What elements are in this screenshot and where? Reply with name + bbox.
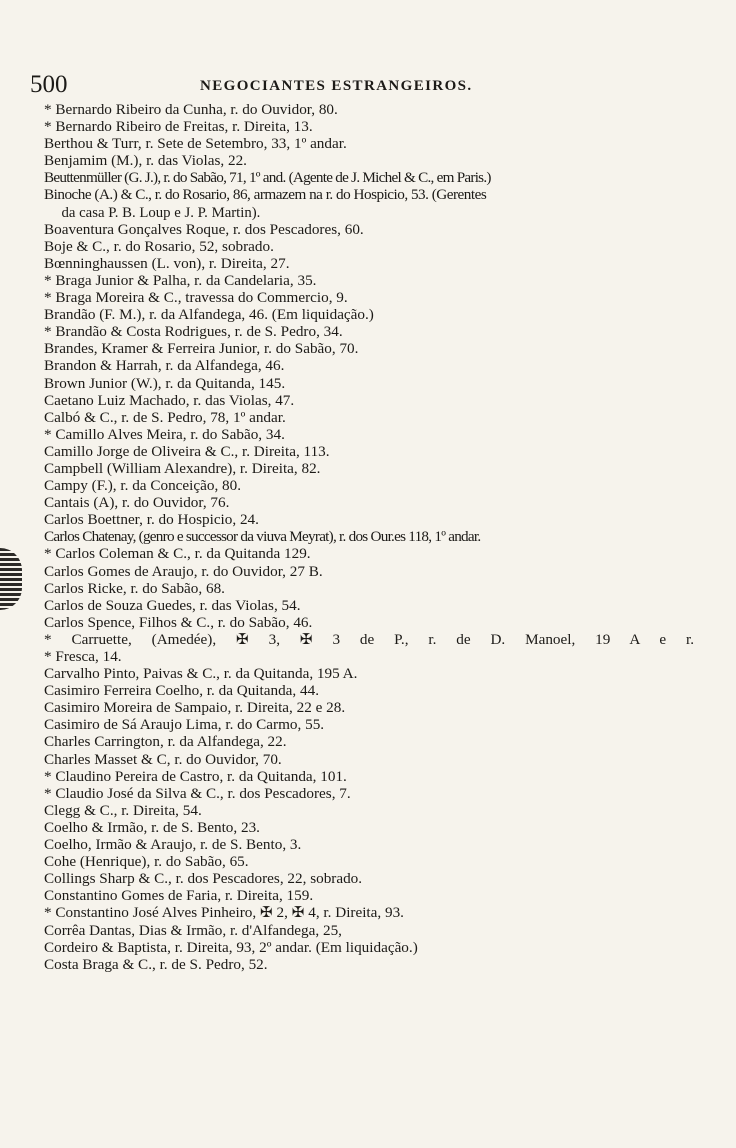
directory-entry: Constantino Gomes de Faria, r. Direita, 159.	[44, 887, 314, 905]
directory-entry: Campbell (William Alexandre), r. Direita, 82.	[44, 459, 321, 477]
directory-entry: Carlos Spence, Filhos & C., r. do Sabão, 46.	[44, 613, 313, 631]
directory-entry: Brandon & Harrah, r. da Alfandega, 46.	[44, 357, 285, 375]
directory-entry: Boaventura Gonçalves Roque, r. dos Pescadores, 60.	[44, 220, 364, 238]
directory-entry: Brandão (F. M.), r. da Alfandega, 46. (Em liquidação.)	[44, 306, 374, 324]
page-number: 500	[30, 71, 68, 98]
directory-entry: Charles Carrington, r. da Alfandega, 22.	[44, 733, 287, 751]
directory-entry: Carlos Gomes de Araujo, r. do Ouvidor, 27 B.	[44, 562, 323, 580]
directory-entry: Casimiro Ferreira Coelho, r. da Quitanda, 44.	[44, 682, 319, 700]
directory-entry: Carlos Ricke, r. do Sabão, 68.	[44, 579, 225, 597]
directory-entry: * Bernardo Ribeiro da Cunha, r. do Ouvidor, 80.	[44, 101, 338, 118]
directory-entry: Boje & C., r. do Rosario, 52, sobrado.	[44, 237, 274, 255]
directory-entry: da casa P. B. Loup e J. P. Martin).	[61, 203, 261, 221]
binding-thread-mark	[0, 548, 22, 610]
directory-entry: Collings Sharp & C., r. dos Pescadores, 22, sobrado.	[44, 870, 363, 888]
directory-entry: * Claudio José da Silva & C., r. dos Pescadores, 7.	[44, 784, 351, 802]
directory-entry: Clegg & C., r. Direita, 54.	[44, 801, 202, 819]
directory-entry: * Braga Moreira & C., travessa do Commercio, 9.	[44, 289, 348, 307]
directory-entry: * Braga Junior & Palha, r. da Candelaria, 35.	[44, 271, 317, 289]
directory-entry: * Camillo Alves Meira, r. do Sabão, 34.	[44, 425, 285, 443]
directory-entry: Corrêa Dantas, Dias & Irmão, r. d'Alfandega, 25,	[44, 921, 342, 939]
directory-entry: Camillo Jorge de Oliveira & C., r. Direita, 113.	[44, 442, 330, 460]
directory-entry: * Bernardo Ribeiro de Freitas, r. Direita, 13.	[44, 118, 313, 136]
directory-entry: Binoche (A.) & C., r. do Rosario, 86, armazem na r. do Hospicio, 53. (Gerentes	[44, 186, 487, 204]
directory-entry: Brandes, Kramer & Ferreira Junior, r. do Sabão, 70.	[44, 340, 359, 358]
directory-entry: Cordeiro & Baptista, r. Direita, 93, 2º andar. (Em liquidação.)	[44, 938, 418, 956]
directory-entry: Cantais (A), r. do Ouvidor, 76.	[44, 494, 230, 512]
directory-entry: * Carlos Coleman & C., r. da Quitanda 129.	[44, 545, 311, 563]
directory-entry: Casimiro de Sá Araujo Lima, r. do Carmo, 55.	[44, 716, 325, 734]
directory-entry: Carvalho Pinto, Paivas & C., r. da Quitanda, 195 A.	[44, 665, 358, 683]
directory-entry: Campy (F.), r. da Conceição, 80.	[44, 477, 242, 495]
directory-entry: Caetano Luiz Machado, r. das Violas, 47.	[44, 391, 295, 409]
directory-entry: Berthou & Turr, r. Sete de Setembro, 33, 1º andar.	[44, 135, 347, 153]
directory-entry: Benjamim (M.), r. das Violas, 22.	[44, 152, 247, 170]
directory-entry: Brown Junior (W.), r. da Quitanda, 145.	[44, 374, 286, 392]
directory-entry-list	[44, 101, 694, 973]
directory-entry: Carlos Chatenay, (genro e successor da viuva Meyrat), r. dos Our.es 118, 1º andar.	[44, 528, 481, 546]
directory-entry: Carlos de Souza Guedes, r. das Violas, 54.	[44, 596, 301, 614]
directory-entry: Charles Masset & C, r. do Ouvidor, 70.	[44, 750, 282, 768]
directory-entry: * Fresca, 14.	[44, 648, 122, 665]
directory-entry: * Constantino José Alves Pinheiro, ✠ 2, ✠ 4, r. Direita, 93.	[44, 904, 404, 922]
directory-entry: * Claudino Pereira de Castro, r. da Quitanda, 101.	[44, 767, 347, 785]
running-head: NEGOCIANTES ESTRANGEIROS.	[200, 78, 473, 94]
directory-entry: Cohe (Henrique), r. do Sabão, 65.	[44, 853, 249, 871]
directory-entry: Bœnninghaussen (L. von), r. Direita, 27.	[44, 254, 290, 272]
directory-entry: Coelho, Irmão & Araujo, r. de S. Bento, 3.	[44, 836, 302, 854]
directory-entry: Carlos Boettner, r. do Hospicio, 24.	[44, 511, 259, 529]
directory-entry: * Carruette, (Amedée), ✠ 3, ✠ 3 de P., r. de D. Manoel, 19 A e r.	[44, 630, 694, 648]
directory-entry: Casimiro Moreira de Sampaio, r. Direita, 22 e 28.	[44, 699, 346, 717]
directory-entry: * Brandão & Costa Rodrigues, r. de S. Pedro, 34.	[44, 323, 343, 341]
directory-entry: Coelho & Irmão, r. de S. Bento, 23.	[44, 818, 260, 836]
directory-entry: Beuttenmüller (G. J.), r. do Sabão, 71, 1º and. (Agente de J. Michel & C., em Paris.)	[44, 169, 491, 187]
directory-entry: Calbó & C., r. de S. Pedro, 78, 1º andar.	[44, 408, 286, 426]
directory-entry: Costa Braga & C., r. de S. Pedro, 52.	[44, 955, 268, 973]
page-header	[30, 70, 720, 100]
